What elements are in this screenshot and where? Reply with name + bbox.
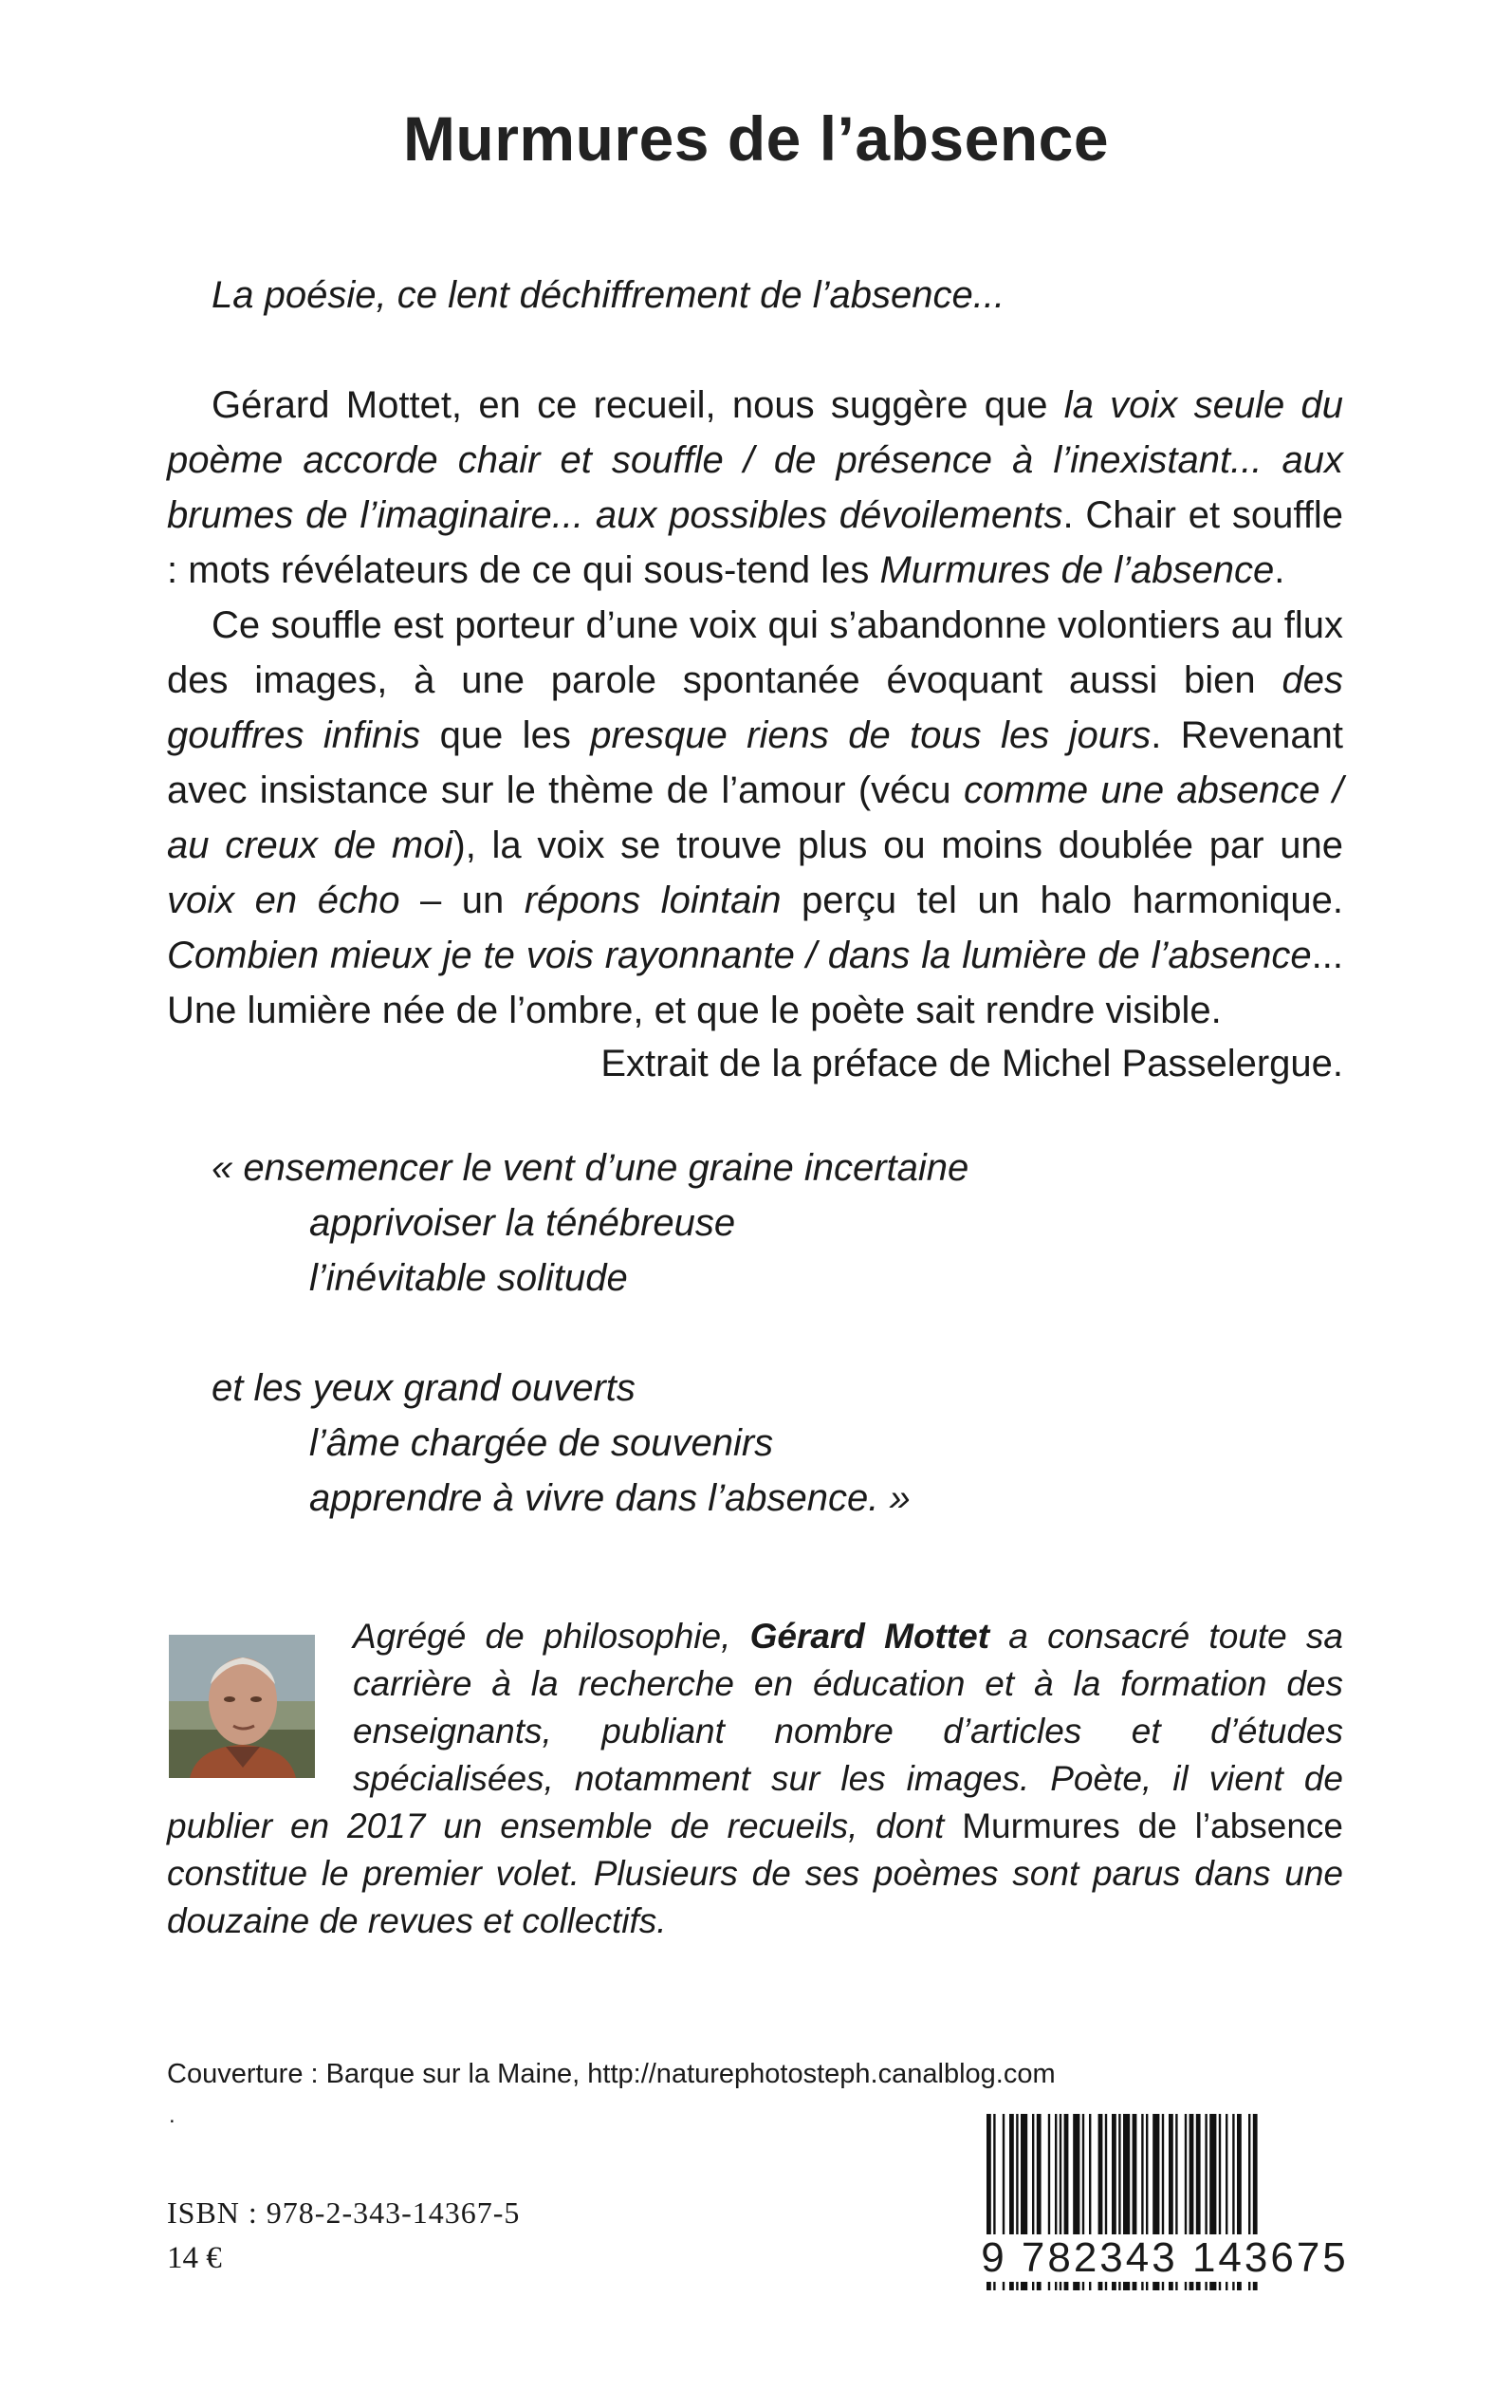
paragraph2-run: presque riens de tous les jours bbox=[590, 714, 1152, 756]
paragraph2-run: répons lointain bbox=[524, 880, 782, 921]
isbn: ISBN : 978-2-343-14367-5 bbox=[167, 2195, 521, 2230]
poem-line: l’inévitable solitude bbox=[309, 1257, 628, 1299]
poem-stanza-2 bbox=[212, 1361, 911, 1526]
paragraph1-run: la voix seule du poème accorde chair et souffle / de présence à l’inexistant... aux brumes de l’imaginaire... aux possibles dévoilements bbox=[167, 384, 1343, 536]
preface-attribution: Extrait de la préface de Michel Passelergue. bbox=[600, 1043, 1343, 1084]
poem-line: « ensemencer le vent d’une graine incertaine bbox=[212, 1147, 969, 1189]
bio-text-1: a consacré toute sa carrière à la recherche en éducation et à la formation des enseignants, publiant nombre d’articles et d’études spécialisées, notamment sur les images. Poète, il vient de publier en 2017 un ensemble de recueils, dont bbox=[167, 1617, 1344, 1845]
paragraph2-run: comme une absence / au creux de moi bbox=[167, 769, 1343, 866]
paragraph2-run: voix en écho bbox=[167, 880, 400, 921]
poem-line: apprivoiser la ténébreuse bbox=[309, 1202, 736, 1244]
cover-credit: Couverture : Barque sur la Maine, http://naturephotosteph.canalblog.com bbox=[167, 2059, 1056, 2089]
preface-paragraph-1-text bbox=[167, 378, 1343, 598]
poem-stanza-1 bbox=[212, 1140, 968, 1306]
paragraph2-run: perçu tel un halo harmonique. bbox=[781, 880, 1344, 921]
paragraph1-run: . bbox=[1274, 549, 1285, 591]
paragraph2-run: Ce souffle est porteur d’une voix qui s’abandonne volontiers au flux des images, à une parole spontanée évoquant aussi bien bbox=[167, 604, 1343, 701]
paragraph2-run: Combien mieux je te vois rayonnante / dans la lumière de l’absence bbox=[167, 935, 1312, 976]
book-title: Murmures de l’absence bbox=[402, 103, 1110, 174]
paragraph1-run: Gérard Mottet, en ce recueil, nous suggère que bbox=[212, 384, 1064, 426]
price: 14 € bbox=[167, 2241, 222, 2275]
bio-book-title: Murmures de l’absence bbox=[962, 1806, 1344, 1845]
bio-intro: Agrégé de philosophie, bbox=[353, 1617, 750, 1656]
preface-paragraph-1 bbox=[167, 378, 1343, 598]
paragraph2-run: ), la voix se trouve plus ou moins doublée par une bbox=[452, 824, 1344, 866]
poem-line: et les yeux grand ouverts bbox=[212, 1367, 636, 1409]
bio-text-2: constitue le premier volet. Plusieurs de ses poèmes sont parus dans une douzaine de revues et collectifs. bbox=[167, 1854, 1343, 1940]
paragraph1-run: . Chair et souffle : mots révélateurs de ce qui sous-tend les bbox=[167, 494, 1344, 591]
photo-spacer bbox=[167, 1613, 353, 1803]
bio-author-name: Gérard Mottet bbox=[749, 1617, 990, 1656]
stray-dot: . bbox=[169, 2102, 175, 2128]
paragraph2-run: . Revenant avec insistance sur le thème de l’amour (vécu bbox=[167, 714, 1344, 811]
epigraph: La poésie, ce lent déchiffrement de l’absence... bbox=[212, 274, 1005, 316]
preface-paragraph-2 bbox=[167, 598, 1343, 1038]
paragraph2-run: que les bbox=[420, 714, 591, 756]
barcode-number: 9 782343 143675 bbox=[977, 2234, 1353, 2282]
paragraph1-run: Murmures de l’absence bbox=[879, 549, 1275, 591]
author-bio bbox=[167, 1613, 1343, 1945]
paragraph2-run: – un bbox=[399, 880, 525, 921]
paragraph2-run: ... Une lumière née de l’ombre, et que le poète sait rendre visible. bbox=[167, 935, 1343, 1031]
poem-line: l’âme chargée de souvenirs bbox=[309, 1422, 774, 1464]
preface-paragraph-2-text bbox=[167, 598, 1343, 1038]
paragraph2-run: des gouffres infinis bbox=[167, 659, 1343, 756]
poem-line: apprendre à vivre dans l’absence. » bbox=[309, 1477, 911, 1519]
